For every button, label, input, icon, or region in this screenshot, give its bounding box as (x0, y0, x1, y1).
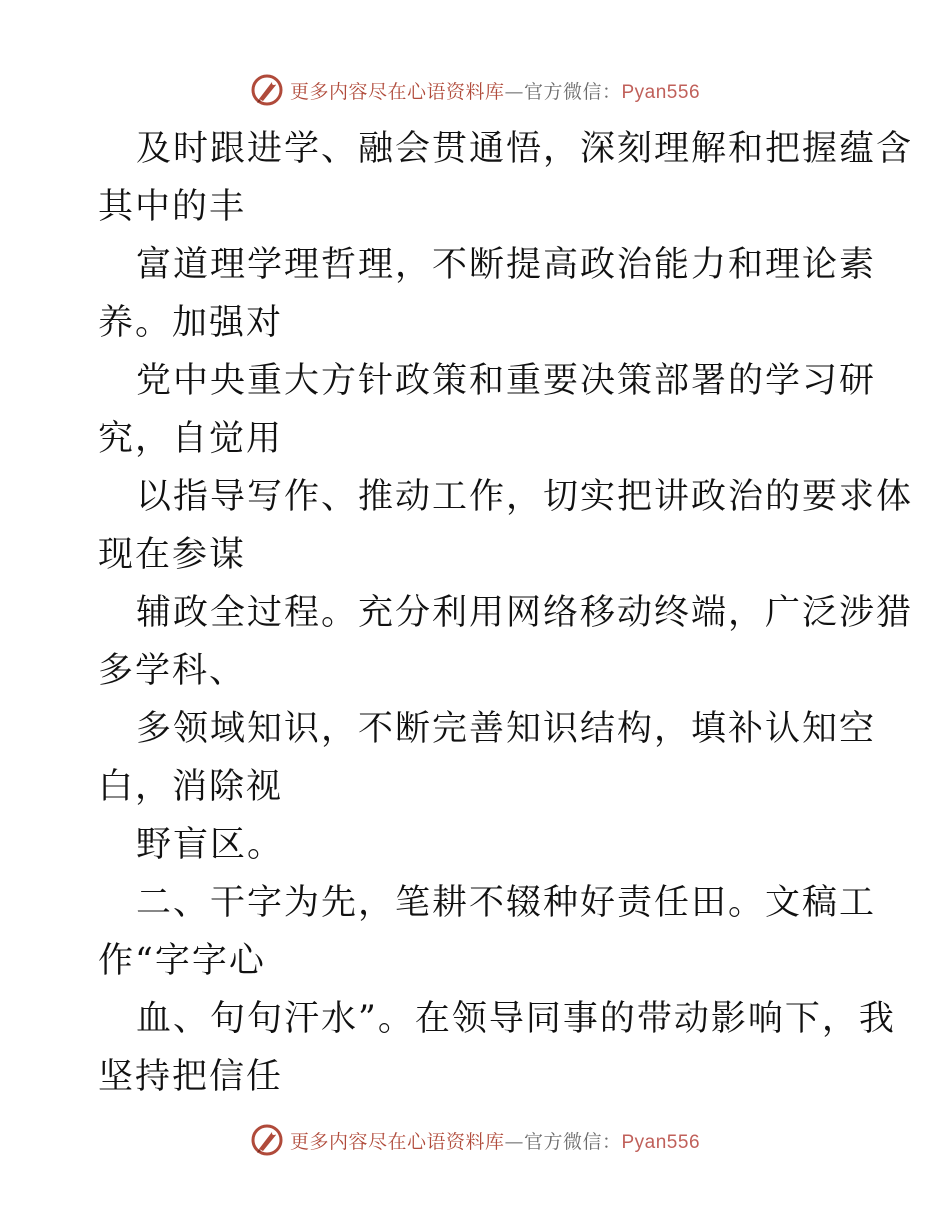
watermark-banner-bottom (0, 1120, 950, 1160)
paragraph-line: 多领域知识，不断完善知识结构，填补认知空 (136, 709, 877, 749)
watermark-dash: — (504, 1130, 524, 1153)
paragraph-line: 养。加强对 (98, 303, 284, 343)
watermark-wechat-label: 官方微信： (523, 80, 622, 103)
paragraph-line: 坚持把信任 (98, 1057, 284, 1097)
watermark-dash: — (504, 80, 524, 103)
watermark-text (290, 77, 700, 104)
paragraph (98, 584, 914, 700)
document-body (98, 120, 914, 1106)
watermark-wechat-id: Pyan556 (621, 81, 701, 103)
paragraph-line: 辅政全过程。充分利用网络移动终端，广泛涉猎 (136, 593, 914, 633)
paragraph (98, 352, 877, 468)
paragraph-line: 现在参谋 (98, 535, 247, 575)
paragraph-line: 以指导写作、推动工作，切实把讲政治的要求体 (136, 477, 914, 517)
paragraph (98, 236, 877, 352)
paragraph (98, 468, 914, 584)
pen-logo-icon (250, 1123, 284, 1157)
paragraph-line: 二、干字为先，笔耕不辍种好责任田。文稿工 (136, 883, 877, 923)
paragraph-line: 野盲区。 (136, 825, 285, 865)
watermark-banner-top (0, 70, 950, 110)
paragraph-line: 富道理学理哲理，不断提高政治能力和理论素 (136, 245, 877, 285)
paragraph (98, 120, 914, 236)
paragraph-line: 白，消除视 (98, 767, 284, 807)
paragraph-line: 及时跟进学、融会贯通悟，深刻理解和把握蕴含 (136, 129, 914, 169)
watermark-site-text: 更多内容尽在心语资料库 (289, 80, 505, 103)
pen-logo-icon (250, 73, 284, 107)
paragraph-line: 作“字字心 (98, 941, 266, 981)
watermark-wechat-label: 官方微信： (523, 1130, 622, 1153)
watermark-wechat-id: Pyan556 (621, 1131, 701, 1153)
paragraph-line: 血、句句汗水”。在领导同事的带动影响下，我 (136, 999, 896, 1039)
paragraph-line: 究，自觉用 (98, 419, 284, 459)
paragraph-line: 其中的丰 (98, 187, 247, 227)
paragraph-line: 党中央重大方针政策和重要决策部署的学习研 (136, 361, 877, 401)
paragraph (98, 874, 877, 990)
watermark-text (290, 1127, 700, 1154)
paragraph (98, 700, 877, 816)
paragraph-line: 多学科、 (98, 651, 247, 691)
paragraph (98, 990, 896, 1106)
watermark-site-text: 更多内容尽在心语资料库 (289, 1130, 505, 1153)
paragraph (98, 816, 858, 874)
